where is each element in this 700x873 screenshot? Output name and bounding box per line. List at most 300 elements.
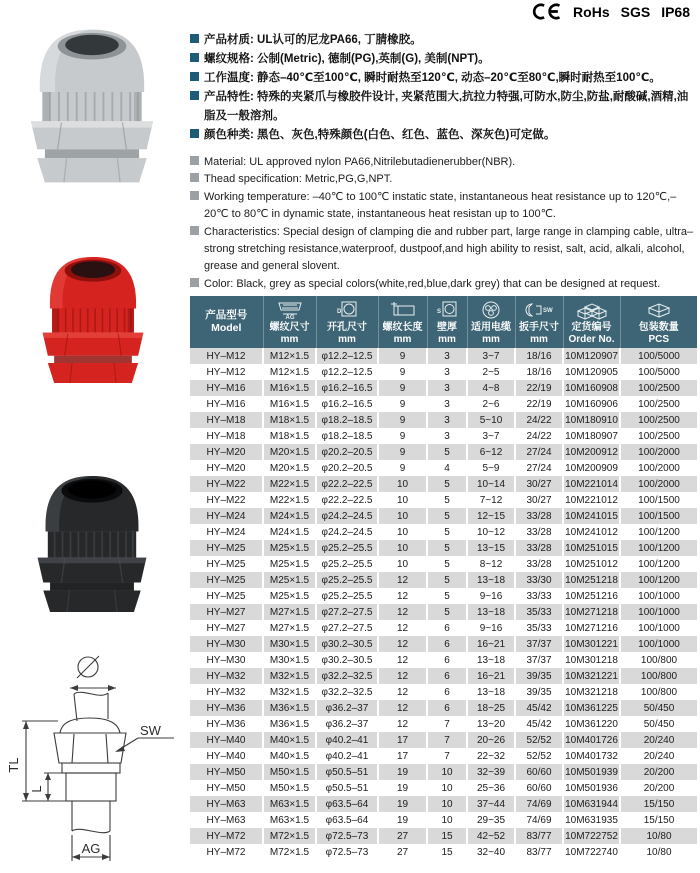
- cell-wall-thickness: 5: [427, 556, 467, 572]
- cell-cable-range: 13~18: [467, 572, 515, 588]
- cell-thread-size: M20×1.5: [263, 460, 316, 476]
- thread-size-icon: [275, 299, 305, 321]
- table-row: [190, 508, 697, 524]
- feature-color-en: Color: Black, grey as special colors(white,red,blue,dark grey) that can be designed at request.: [190, 276, 699, 293]
- table-row: [190, 668, 697, 684]
- cell-wall-thickness: 6: [427, 700, 467, 716]
- cell-opening-size: φ30.2–30.5: [316, 636, 378, 652]
- cell-wrench-size: 45/42: [515, 716, 563, 732]
- cell-opening-size: φ16.2–16.5: [316, 396, 378, 412]
- cell-thread-size: M25×1.5: [263, 588, 316, 604]
- cell-thread-length: 10: [378, 492, 427, 508]
- cell-model: HY–M36: [190, 700, 263, 716]
- col-opening-size: D 开孔尺寸 mm: [316, 296, 378, 348]
- cell-thread-length: 12: [378, 684, 427, 700]
- cell-thread-size: M25×1.5: [263, 556, 316, 572]
- cell-thread-length: 17: [378, 732, 427, 748]
- cell-model: HY–M40: [190, 748, 263, 764]
- table-row: [190, 700, 697, 716]
- feature-temperature-en: Working temperature: –40℃ to 100℃ instatic state, instantaneous heat resistance up to 120℃,–20℃ to 80℃ in dynamic state, instantaneous heat resistan up to 100℃.: [190, 189, 699, 224]
- cell-thread-length: 9: [378, 348, 427, 364]
- table-body: [190, 348, 697, 860]
- cell-wrench-size: 35/33: [515, 604, 563, 620]
- hole-diameter-icon: [334, 299, 360, 321]
- cell-opening-size: φ72.5–73: [316, 844, 378, 860]
- table-row: [190, 524, 697, 540]
- cell-thread-size: M50×1.5: [263, 764, 316, 780]
- cell-order-no: 10M120905: [563, 364, 620, 380]
- cell-cable-range: 4~8: [467, 380, 515, 396]
- cell-packing-qty: 100/1000: [638, 622, 680, 634]
- cell-model: HY–M24: [190, 508, 263, 524]
- cell-model: HY–M27: [190, 604, 263, 620]
- cell-model: HY–M20: [190, 460, 263, 476]
- cell-cable-range: 8~12: [467, 556, 515, 572]
- cell-cable-range: 10~12: [467, 524, 515, 540]
- wall-thickness-icon: [435, 299, 459, 321]
- cell-wall-thickness: 10: [427, 796, 467, 812]
- cell-wall-thickness: 3: [427, 380, 467, 396]
- cell-cable-range: 5~9: [467, 460, 515, 476]
- table-row: [190, 652, 697, 668]
- table-row: [190, 764, 697, 780]
- cell-thread-length: 12: [378, 604, 427, 620]
- cell-model: HY–M27: [190, 620, 263, 636]
- col-cable-range: 适用电缆 mm: [467, 296, 515, 348]
- cell-cable-range: 10~14: [467, 476, 515, 492]
- cell-opening-size: φ27.2–27.5: [316, 604, 378, 620]
- cell-cable-range: 3~7: [467, 348, 515, 364]
- table-row: [190, 812, 697, 828]
- sw-label: SW: [140, 723, 161, 738]
- table-header-row: [190, 296, 697, 348]
- cell-wall-thickness: 3: [427, 396, 467, 412]
- cell-model: HY–M30: [190, 636, 263, 652]
- cell-cable-range: 37~44: [467, 796, 515, 812]
- cell-packing-qty: 20/200: [643, 782, 675, 794]
- bullet-square-icon: [190, 91, 199, 100]
- cell-opening-size: φ22.2–22.5: [316, 476, 378, 492]
- cert-ip68: IP68: [661, 3, 690, 20]
- cell-order-no: 10M271216: [563, 620, 620, 636]
- cell-model: HY–M72: [190, 844, 263, 860]
- cell-thread-size: M12×1.5: [263, 364, 316, 380]
- cell-wall-thickness: 10: [427, 764, 467, 780]
- table-row: [190, 716, 697, 732]
- cell-cable-range: 20~26: [467, 732, 515, 748]
- cell-model: HY–M18: [190, 428, 263, 444]
- cell-order-no: 10M241015: [563, 508, 620, 524]
- cell-wall-thickness: 5: [427, 476, 467, 492]
- cell-order-no: 10M401732: [563, 748, 620, 764]
- feature-list: [190, 31, 699, 293]
- cell-packing-qty: 20/200: [643, 766, 675, 778]
- cell-wall-thickness: 5: [427, 588, 467, 604]
- cell-model: HY–M40: [190, 732, 263, 748]
- cell-thread-length: 12: [378, 636, 427, 652]
- cell-wall-thickness: 3: [427, 348, 467, 364]
- cell-packing-qty: 10/80: [646, 846, 672, 858]
- cell-wall-thickness: 5: [427, 492, 467, 508]
- cell-thread-length: 12: [378, 588, 427, 604]
- cert-rohs: RoHs: [573, 3, 610, 20]
- cell-opening-size: φ20.2–20.5: [316, 444, 378, 460]
- cell-opening-size: φ22.2–22.5: [316, 492, 378, 508]
- cell-wrench-size: 74/69: [515, 796, 563, 812]
- cell-order-no: 10M241012: [563, 524, 620, 540]
- bullet-square-icon: [190, 129, 199, 138]
- table-row: [190, 460, 697, 476]
- cell-wall-thickness: 5: [427, 540, 467, 556]
- cell-wrench-size: 33/28: [515, 524, 563, 540]
- cell-model: HY–M72: [190, 828, 263, 844]
- cell-model: HY–M18: [190, 412, 263, 428]
- cell-model: HY–M24: [190, 524, 263, 540]
- cell-cable-range: 32~40: [467, 844, 515, 860]
- table-row: [190, 364, 697, 380]
- cell-thread-size: M63×1.5: [263, 812, 316, 828]
- cell-order-no: 10M631935: [563, 812, 620, 828]
- cell-wall-thickness: 7: [427, 732, 467, 748]
- cell-order-no: 10M321218: [563, 684, 620, 700]
- cell-model: HY–M30: [190, 652, 263, 668]
- cell-cable-range: 16~21: [467, 668, 515, 684]
- cell-packing-qty: 10/80: [646, 830, 672, 842]
- cell-model: HY–M20: [190, 444, 263, 460]
- cell-packing-qty: 20/240: [643, 734, 675, 746]
- cell-thread-size: M63×1.5: [263, 796, 316, 812]
- cell-thread-size: M36×1.5: [263, 700, 316, 716]
- cell-thread-length: 12: [378, 620, 427, 636]
- col-wrench-size: SW 扳手尺寸 mm: [515, 296, 563, 348]
- table-row: [190, 620, 697, 636]
- ag-label: AG: [81, 841, 101, 856]
- table-row: [190, 828, 697, 844]
- cell-cable-range: 12~15: [467, 508, 515, 524]
- bullet-square-icon: [190, 72, 199, 81]
- cell-thread-size: M27×1.5: [263, 620, 316, 636]
- table-row: [190, 396, 697, 412]
- cell-thread-length: 27: [378, 844, 427, 860]
- cell-opening-size: φ12.2–12.5: [316, 348, 378, 364]
- cell-opening-size: φ25.2–25.5: [316, 572, 378, 588]
- cell-thread-size: M16×1.5: [263, 396, 316, 412]
- cell-wrench-size: 52/52: [515, 732, 563, 748]
- cell-model: HY–M32: [190, 684, 263, 700]
- cell-order-no: 10M221014: [563, 476, 620, 492]
- cell-model: HY–M12: [190, 348, 263, 364]
- cell-wall-thickness: 5: [427, 604, 467, 620]
- cell-thread-size: M30×1.5: [263, 636, 316, 652]
- bullet-square-icon: [190, 226, 199, 235]
- cell-model: HY–M25: [190, 540, 263, 556]
- cell-wrench-size: 22/19: [515, 380, 563, 396]
- cell-packing-qty: 100/1500: [638, 510, 680, 522]
- cell-thread-length: 9: [378, 444, 427, 460]
- cell-cable-range: 9~16: [467, 588, 515, 604]
- cell-wall-thickness: 10: [427, 812, 467, 828]
- tl-label: TL: [6, 757, 21, 773]
- cell-packing-qty: 100/5000: [638, 350, 680, 362]
- cert-sgs: SGS: [620, 3, 651, 20]
- cell-cable-range: 13~18: [467, 604, 515, 620]
- cell-wall-thickness: 6: [427, 684, 467, 700]
- cell-packing-qty: 20/240: [643, 750, 675, 762]
- cell-packing-qty: 100/800: [640, 686, 678, 698]
- cell-wall-thickness: 5: [427, 572, 467, 588]
- cell-thread-length: 10: [378, 540, 427, 556]
- cell-thread-size: M40×1.5: [263, 748, 316, 764]
- cell-wrench-size: 83/77: [515, 828, 563, 844]
- cell-thread-length: 19: [378, 796, 427, 812]
- cell-packing-qty: 50/450: [643, 702, 675, 714]
- cell-thread-size: M22×1.5: [263, 476, 316, 492]
- bullet-square-icon: [190, 191, 199, 200]
- cell-cable-range: 42~52: [467, 828, 515, 844]
- cell-cable-range: 18~25: [467, 700, 515, 716]
- table-row: [190, 796, 697, 812]
- cell-wall-thickness: 3: [427, 364, 467, 380]
- cell-wrench-size: 33/28: [515, 540, 563, 556]
- cell-opening-size: φ72.5–73: [316, 828, 378, 844]
- cell-thread-size: M24×1.5: [263, 508, 316, 524]
- cell-opening-size: φ25.2–25.5: [316, 540, 378, 556]
- cell-wall-thickness: 7: [427, 716, 467, 732]
- table-row: [190, 588, 697, 604]
- table-row: [190, 556, 697, 572]
- cell-opening-size: φ36.2–37: [316, 700, 378, 716]
- cell-thread-length: 9: [378, 380, 427, 396]
- cell-wall-thickness: 6: [427, 652, 467, 668]
- cell-packing-qty: 100/1000: [638, 590, 680, 602]
- cell-wrench-size: 18/16: [515, 348, 563, 364]
- cell-packing-qty: 100/2000: [638, 478, 680, 490]
- feature-list-cn: [190, 31, 699, 145]
- cell-cable-range: 13~15: [467, 540, 515, 556]
- cell-packing-qty: 100/2500: [638, 398, 680, 410]
- cell-packing-qty: 100/2000: [638, 446, 680, 458]
- cell-model: HY–M50: [190, 780, 263, 796]
- cell-packing-qty: 100/2500: [638, 414, 680, 426]
- cell-packing-qty: 100/800: [640, 654, 678, 666]
- cell-thread-length: 9: [378, 428, 427, 444]
- cell-thread-size: M16×1.5: [263, 380, 316, 396]
- cell-packing-qty: 100/1000: [638, 638, 680, 650]
- feature-thread-cn: 螺纹规格: 公制(Metric), 德制(PG),英制(G), 美制(NPT)。: [190, 50, 699, 69]
- cell-thread-size: M72×1.5: [263, 844, 316, 860]
- cell-wrench-size: 24/22: [515, 412, 563, 428]
- cell-wrench-size: 39/35: [515, 668, 563, 684]
- cable-icon: [480, 299, 502, 321]
- cell-opening-size: φ30.2–30.5: [316, 652, 378, 668]
- cell-thread-size: M72×1.5: [263, 828, 316, 844]
- l-label: L: [29, 785, 44, 793]
- cell-wrench-size: 30/27: [515, 492, 563, 508]
- col-thread-length: 螺纹长度 mm: [378, 296, 427, 348]
- grey-cable-gland-photo: [10, 22, 174, 190]
- cell-wrench-size: 27/24: [515, 444, 563, 460]
- table-row: [190, 444, 697, 460]
- cell-opening-size: φ63.5–64: [316, 812, 378, 828]
- table-row: [190, 604, 697, 620]
- svg-text:SW: SW: [543, 308, 553, 314]
- col-thread-size: AG 螺纹尺寸 mm: [263, 296, 316, 348]
- cell-model: HY–M50: [190, 764, 263, 780]
- table-row: [190, 748, 697, 764]
- cell-wrench-size: 83/77: [515, 844, 563, 860]
- cell-thread-length: 27: [378, 828, 427, 844]
- table-row: [190, 572, 697, 588]
- cell-thread-length: 12: [378, 652, 427, 668]
- cell-order-no: 10M301221: [563, 636, 620, 652]
- cell-packing-qty: 100/1200: [638, 542, 680, 554]
- bullet-square-icon: [190, 53, 199, 62]
- cell-wall-thickness: 3: [427, 412, 467, 428]
- bullet-square-icon: [190, 156, 199, 165]
- cell-order-no: 10M180910: [563, 412, 620, 428]
- cell-thread-size: M12×1.5: [263, 348, 316, 364]
- table-row: [190, 412, 697, 428]
- cell-packing-qty: 100/2500: [638, 430, 680, 442]
- cell-wrench-size: 60/60: [515, 780, 563, 796]
- cell-thread-size: M25×1.5: [263, 572, 316, 588]
- table-row: [190, 780, 697, 796]
- cell-wall-thickness: 3: [427, 428, 467, 444]
- cell-thread-length: 9: [378, 460, 427, 476]
- cell-cable-range: 9~16: [467, 620, 515, 636]
- cell-model: HY–M25: [190, 588, 263, 604]
- cell-wrench-size: 60/60: [515, 764, 563, 780]
- feature-thread-en: Thead specification: Metric,PG,G,NPT.: [190, 171, 699, 188]
- feature-material-cn: 产品材质: UL认可的尼龙PA66, 丁腈橡胶。: [190, 31, 699, 50]
- cell-thread-size: M32×1.5: [263, 684, 316, 700]
- cell-opening-size: φ50.5–51: [316, 780, 378, 796]
- cell-packing-qty: 15/150: [643, 814, 675, 826]
- cell-order-no: 10M251012: [563, 556, 620, 572]
- cell-wall-thickness: 7: [427, 748, 467, 764]
- cell-wall-thickness: 6: [427, 668, 467, 684]
- spec-table: [190, 296, 697, 860]
- table-row: [190, 428, 697, 444]
- feature-material-en: Material: UL approved nylon PA66,Nitrilebutadienerubber(NBR).: [190, 154, 699, 171]
- cell-thread-length: 9: [378, 396, 427, 412]
- cell-model: HY–M12: [190, 364, 263, 380]
- cell-wrench-size: 37/37: [515, 652, 563, 668]
- cell-cable-range: 25~36: [467, 780, 515, 796]
- svg-text:D: D: [337, 309, 342, 315]
- cell-thread-length: 9: [378, 364, 427, 380]
- cell-opening-size: φ12.2–12.5: [316, 364, 378, 380]
- cell-wrench-size: 52/52: [515, 748, 563, 764]
- cell-thread-size: M24×1.5: [263, 524, 316, 540]
- cell-cable-range: 6~12: [467, 444, 515, 460]
- thread-length-icon: [388, 299, 418, 321]
- bullet-square-icon: [190, 278, 199, 287]
- cell-thread-length: 19: [378, 812, 427, 828]
- cell-opening-size: φ32.2–32.5: [316, 684, 378, 700]
- cell-wrench-size: 27/24: [515, 460, 563, 476]
- cell-order-no: 10M251216: [563, 588, 620, 604]
- cell-wall-thickness: 5: [427, 444, 467, 460]
- cell-wrench-size: 37/37: [515, 636, 563, 652]
- cell-cable-range: 13~18: [467, 684, 515, 700]
- cell-thread-size: M32×1.5: [263, 668, 316, 684]
- cell-wrench-size: 39/35: [515, 684, 563, 700]
- cell-wrench-size: 24/22: [515, 428, 563, 444]
- table-row: [190, 540, 697, 556]
- cell-wall-thickness: 5: [427, 524, 467, 540]
- cell-packing-qty: 100/1000: [638, 606, 680, 618]
- cell-thread-length: 10: [378, 508, 427, 524]
- table-row: [190, 476, 697, 492]
- cell-opening-size: φ20.2–20.5: [316, 460, 378, 476]
- feature-characteristics-cn: 产品特性: 特殊的夹紧爪与橡胶件设计, 夹紧范围大,抗拉力特强,可防水,防尘,防盐,耐酸碱,酒精,油脂及一般溶剂。: [190, 88, 699, 126]
- cell-model: HY–M63: [190, 812, 263, 828]
- cell-cable-range: 13~18: [467, 652, 515, 668]
- cell-model: HY–M25: [190, 556, 263, 572]
- cell-cable-range: 2~5: [467, 364, 515, 380]
- cell-order-no: 10M251015: [563, 540, 620, 556]
- cell-packing-qty: 100/2500: [638, 382, 680, 394]
- cell-thread-size: M36×1.5: [263, 716, 316, 732]
- cell-packing-qty: 100/1500: [638, 494, 680, 506]
- cell-wrench-size: 33/28: [515, 556, 563, 572]
- cell-thread-length: 12: [378, 700, 427, 716]
- feature-list-en: [190, 154, 699, 293]
- table-row: [190, 492, 697, 508]
- cell-order-no: 10M221012: [563, 492, 620, 508]
- cell-opening-size: φ24.2–24.5: [316, 508, 378, 524]
- cell-wrench-size: 33/30: [515, 572, 563, 588]
- cell-model: HY–M22: [190, 492, 263, 508]
- cell-opening-size: φ25.2–25.5: [316, 588, 378, 604]
- cell-packing-qty: 100/2000: [638, 462, 680, 474]
- cell-opening-size: φ27.2–27.5: [316, 620, 378, 636]
- cell-order-no: 10M361220: [563, 716, 620, 732]
- cell-order-no: 10M271218: [563, 604, 620, 620]
- cell-opening-size: φ24.2–24.5: [316, 524, 378, 540]
- certification-marks: [532, 3, 690, 20]
- cell-order-no: 10M501939: [563, 764, 620, 780]
- cell-thread-length: 10: [378, 556, 427, 572]
- cell-wall-thickness: 6: [427, 620, 467, 636]
- cell-order-no: 10M501936: [563, 780, 620, 796]
- cell-order-no: 10M401726: [563, 732, 620, 748]
- cell-order-no: 10M722740: [563, 844, 620, 860]
- cell-order-no: 10M301218: [563, 652, 620, 668]
- black-cable-gland-photo: [24, 453, 160, 635]
- cell-thread-size: M40×1.5: [263, 732, 316, 748]
- cell-opening-size: φ36.2–37: [316, 716, 378, 732]
- cell-opening-size: φ18.2–18.5: [316, 412, 378, 428]
- cell-thread-size: M20×1.5: [263, 444, 316, 460]
- cell-wrench-size: 74/69: [515, 812, 563, 828]
- cell-model: HY–M63: [190, 796, 263, 812]
- cell-packing-qty: 100/5000: [638, 366, 680, 378]
- cell-opening-size: φ63.5–64: [316, 796, 378, 812]
- col-packing-qty: 包装数量 PCS: [620, 296, 697, 348]
- cell-wall-thickness: 15: [427, 828, 467, 844]
- cell-wrench-size: 33/33: [515, 588, 563, 604]
- cell-opening-size: φ18.2–18.5: [316, 428, 378, 444]
- dimension-drawing: [4, 645, 186, 871]
- cell-thread-size: M25×1.5: [263, 540, 316, 556]
- cell-thread-length: 17: [378, 748, 427, 764]
- cell-opening-size: φ40.2–41: [316, 732, 378, 748]
- cell-packing-qty: 100/800: [640, 670, 678, 682]
- cell-thread-size: M30×1.5: [263, 652, 316, 668]
- cell-cable-range: 2~6: [467, 396, 515, 412]
